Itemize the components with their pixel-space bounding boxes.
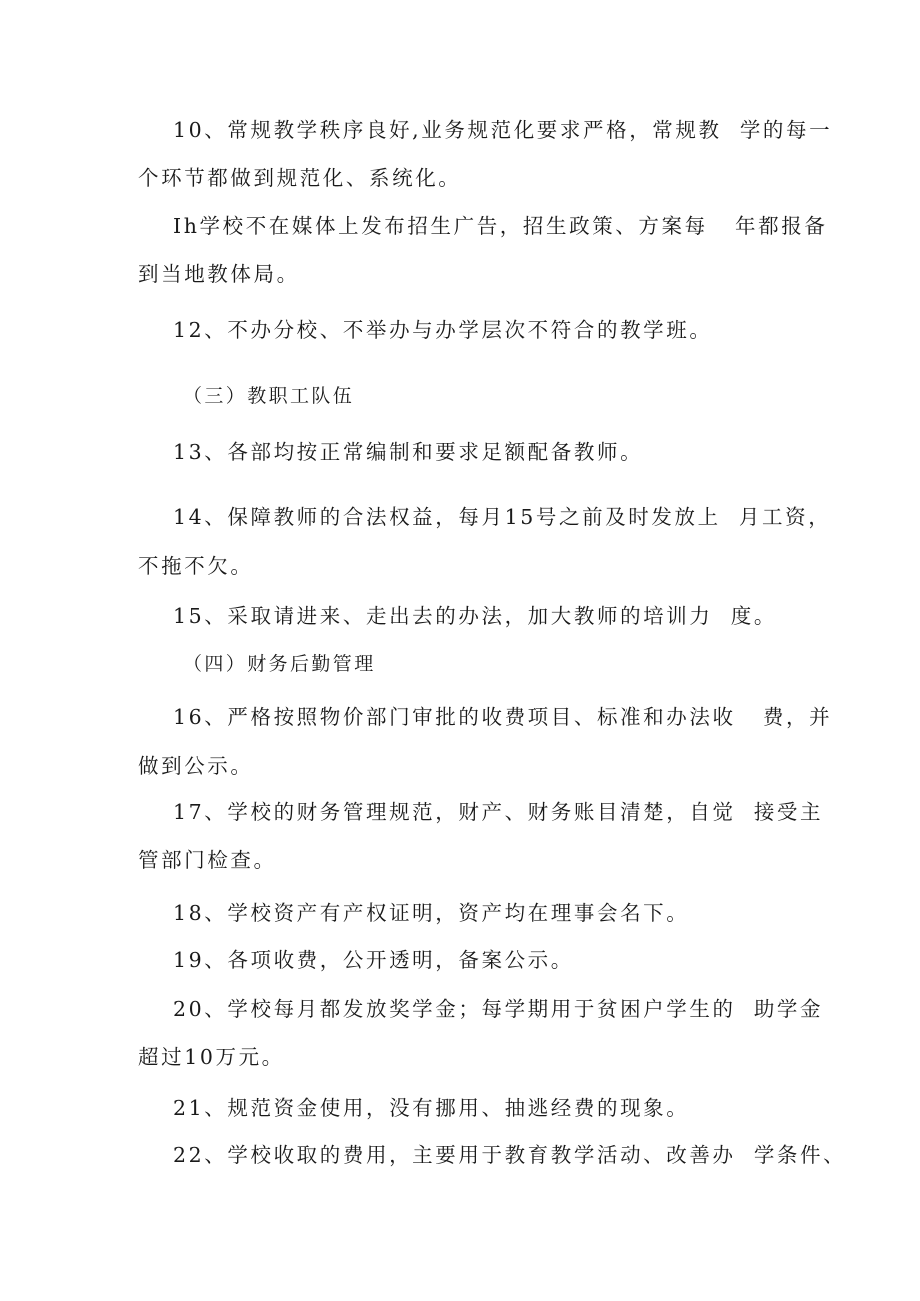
paragraph-12: 12、不办分校、不举办与办学层次不符合的教学班。 — [173, 318, 713, 342]
paragraph-21: 21、规范资金使用，没有挪用、抽逃经费的现象。 — [173, 1096, 690, 1120]
paragraph-18: 18、学校资产有产权证明，资产均在理事会名下。 — [173, 901, 690, 925]
paragraph-15: 15、采取请进来、走出去的办法，加大教师的培训力 度。 — [173, 604, 777, 628]
paragraph-17-line-2: 管部门检查。 — [138, 848, 277, 872]
paragraph-19: 19、各项收费，公开透明，备案公示。 — [173, 948, 574, 972]
section-heading-finance: （四）财务后勤管理 — [183, 653, 376, 675]
paragraph-20-line-1: 20、学校每月都发放奖学金；每学期用于贫困户学生的 助学金 — [173, 997, 824, 1021]
paragraph-22-line-1: 22、学校收取的费用，主要用于教育教学活动、改善办 学条件、 — [173, 1143, 847, 1167]
paragraph-14-line-1: 14、保障教师的合法权益，每月15号之前及时发放上 月工资， — [173, 505, 832, 529]
paragraph-11-line-2: 到当地教体局。 — [138, 262, 300, 286]
paragraph-13: 13、各部均按正常编制和要求足额配备教师。 — [173, 440, 644, 464]
paragraph-17-line-1: 17、学校的财务管理规范，财产、财务账目清楚，自觉 接受主 — [173, 800, 824, 824]
section-heading-staff: （三）教职工队伍 — [183, 385, 355, 407]
paragraph-16-line-1: 16、严格按照物价部门审批的收费项目、标准和办法收 费，并 — [173, 705, 833, 729]
paragraph-10-line-2: 个环节都做到规范化、系统化。 — [138, 166, 462, 190]
paragraph-16-line-2: 做到公示。 — [138, 754, 254, 778]
paragraph-14-line-2: 不拖不欠。 — [138, 554, 254, 578]
paragraph-10-line-1: 10、常规教学秩序良好,业务规范化要求严格，常规教 学的每一 — [173, 118, 833, 142]
paragraph-11-line-1: Ih学校不在媒体上发布招生广告，招生政策、方案每 年都报备 — [173, 214, 828, 238]
paragraph-20-line-2: 超过10万元。 — [138, 1045, 285, 1069]
